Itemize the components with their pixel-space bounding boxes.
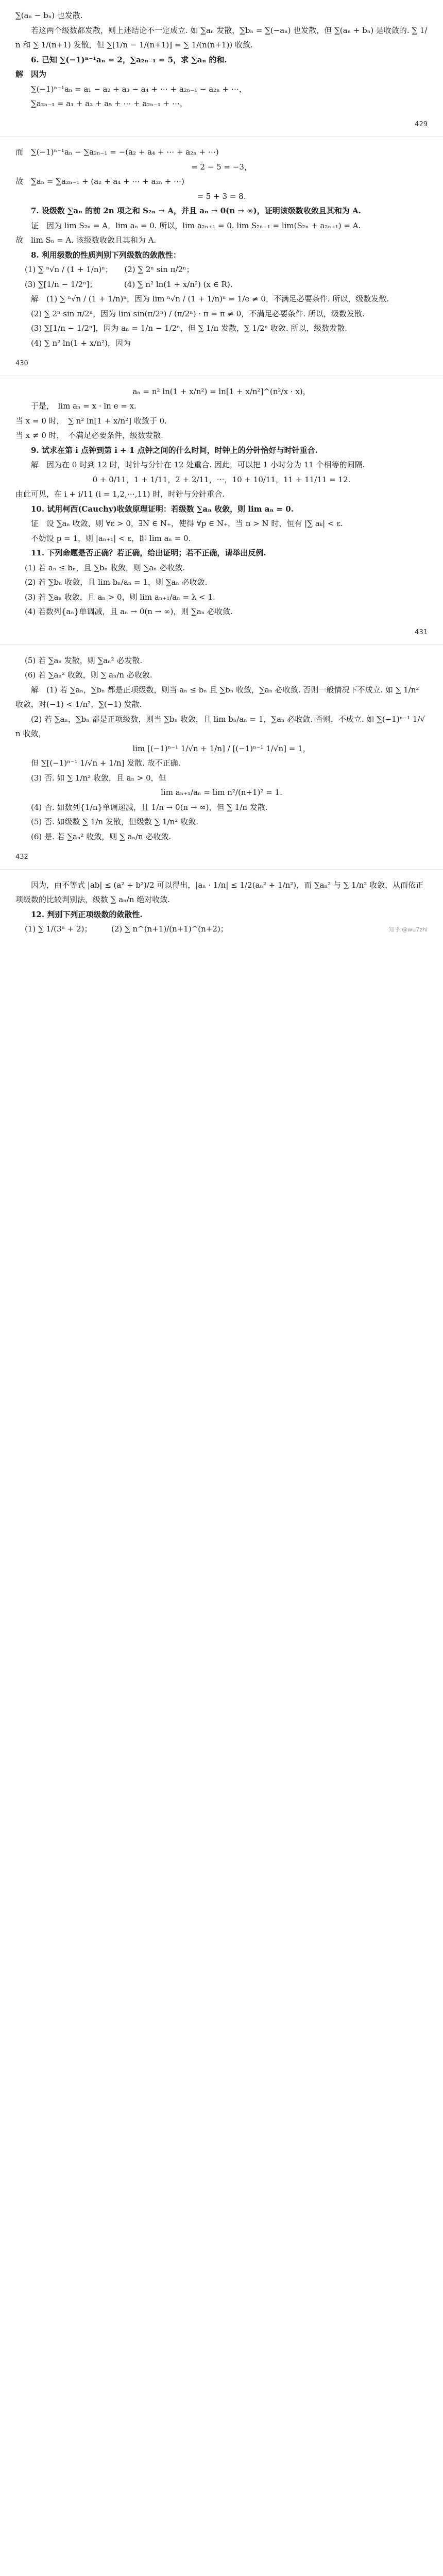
text-line: lim [(−1)ⁿ⁻¹ 1/√n + 1/n] / [(−1)ⁿ⁻¹ 1/√n] = 1， bbox=[132, 743, 311, 753]
text-line: 故 lim Sₙ = A. 该级数收敛且其和为 A. bbox=[15, 235, 157, 245]
text-line: 但 ∑[(−1)ⁿ⁻¹ 1/√n + 1/n] 发散. 故不正确. bbox=[31, 758, 181, 768]
document-page bbox=[0, 376, 443, 645]
page-number: 429 bbox=[415, 120, 428, 128]
text-line: (3) 若 ∑aₙ 收敛，且 aₙ > 0，则 lim aₙ₊₁/aₙ = λ < 1. bbox=[25, 592, 215, 602]
text-line: 解 (1) 若 ∑aₙ，∑bₙ 都是正项级数，则当 aₙ ≤ bₙ 且 ∑bₙ 收敛，∑aₙ 必收敛. 否则一般情况下不成立. 如 ∑ 1/n² 收敛，对(−1) < 1/n²，∑(−1) 发散. bbox=[15, 685, 419, 709]
text-line: 解 (1) ∑ ⁿ√n / (1 + 1/n)ⁿ，因为 lim ⁿ√n / (1 + 1/n)ⁿ = 1/e ≠ 0，不满足必要条件. 所以，级数发散. bbox=[31, 294, 389, 304]
text-line: ∑(aₙ − bₙ) 也发散. bbox=[15, 11, 83, 20]
text-line: (6) 是. 若 ∑aₙ² 收敛，则 ∑ aₙ/n 必收敛. bbox=[31, 832, 172, 841]
text-line: 因为，由不等式 |ab| ≤ (a² + b²)/2 可以得出，|aₙ · 1/n| ≤ 1/2(aₙ² + 1/n²)，而 ∑aₙ² 与 ∑ 1/n² 收敛，从而依正项级数的比较判别法，级数 ∑ aₙ/n 绝对收敛. bbox=[15, 880, 424, 905]
document-page bbox=[0, 137, 443, 376]
text-line: (2) 若 ∑aₙ，∑bₙ 都是正项级数，则当 ∑bₙ 收敛，且 lim bₙ/aₙ = 1，∑aₙ 必收敛. 否则，不成立. 如 ∑(−1)ⁿ⁻¹ 1/√n 收敛， bbox=[15, 714, 425, 739]
text-line: 0 + 0/11，1 + 1/11，2 + 2/11，⋯，10 + 10/11，11 + 11/11 = 12. bbox=[92, 474, 351, 484]
text-line: (3) ∑[1/n − 1/2ⁿ]，因为 aₙ = 1/n − 1/2ⁿ，但 ∑ 1/n 发散，∑ 1/2ⁿ 收敛. 所以，级数发散. bbox=[31, 324, 348, 333]
text-line: ∑a₂ₙ₋₁ = a₁ + a₃ + a₅ + ⋯ + a₂ₙ₋₁ + ⋯， bbox=[31, 99, 188, 108]
text-line: 当 x ≠ 0 时， 不满足必要条件，级数发散. bbox=[15, 431, 163, 440]
text-line: 于是， lim aₙ = x · ln e = x. bbox=[31, 401, 137, 411]
page-number: 432 bbox=[15, 853, 28, 861]
text-line: 9. 试求在第 i 点钟到第 i + 1 点钟之间的什么时间，时钟上的分针恰好与时针重合. bbox=[31, 445, 318, 455]
page-number: 431 bbox=[415, 628, 428, 636]
text-line: aₙ = n² ln(1 + x/n²) = ln[1 + x/n²]^(n²/x · x)， bbox=[132, 386, 311, 396]
text-line: 故 ∑aₙ = ∑a₂ₙ₋₁ + (a₂ + a₄ + ⋯ + a₂ₙ + ⋯) bbox=[15, 177, 184, 187]
text-line: 10. 试用柯西(Cauchy)收敛原理证明：若级数 ∑aₙ 收敛，则 lim aₙ = 0. bbox=[31, 504, 294, 514]
text-line: 8. 利用级数的性质判别下列级数的敛散性： bbox=[31, 250, 181, 260]
text-line: (1) 若 aₙ ≤ bₙ，且 ∑bₙ 收敛，则 ∑aₙ 必收敛. bbox=[25, 563, 185, 572]
text-line: 由此可见，在 i + i/11 (i = 1,2,⋯,11) 时，时针与分针重合. bbox=[15, 489, 225, 499]
text-line: lim aₙ₊₁/aₙ = lim n²/(n+1)² = 1. bbox=[161, 788, 282, 798]
document-page bbox=[0, 645, 443, 870]
text-line: = 2 − 5 = −3， bbox=[191, 162, 252, 172]
watermark-text: 知乎 @wu7zhi bbox=[388, 926, 428, 933]
text-line: (3) ∑[1/n − 1/2ⁿ]； (4) ∑ n² ln(1 + x/n²) (x ∈ R). bbox=[25, 279, 233, 289]
text-line: (2) ∑ 2ⁿ sin π/2ⁿ，因为 lim sin(π/2ⁿ) / (π/2ⁿ) · π = π ≠ 0，不满足必要条件. 所以，级数发散. bbox=[31, 309, 365, 318]
text-line: (5) 若 ∑aₙ 发散，则 ∑aₙ² 必发散. bbox=[25, 655, 143, 665]
text-line: 解 因为 bbox=[15, 70, 47, 79]
text-line: 解 因为在 0 时到 12 时，时针与分针在 12 处重合. 因此，可以把 1 小时分为 11 个相等的间隔. bbox=[31, 460, 365, 470]
text-line: = 5 + 3 = 8. bbox=[197, 191, 246, 201]
text-line: 而 ∑(−1)ⁿ⁻¹aₙ − ∑a₂ₙ₋₁ = −(a₂ + a₄ + ⋯ + a₂ₙ + ⋯) bbox=[15, 147, 219, 157]
text-line: (4) 否. 如数列{1/n}单调递减，且 1/n → 0(n → ∞)，但 ∑ 1/n 发散. bbox=[31, 802, 268, 812]
text-line: (2) 若 ∑bₙ 收敛，且 lim bₙ/aₙ = 1，则 ∑aₙ 必收敛. bbox=[25, 578, 208, 587]
text-line: ∑(−1)ⁿ⁻¹aₙ = a₁ − a₂ + a₃ − a₄ + ⋯ + a₂ₙ₋₁ − a₂ₙ + ⋯， bbox=[31, 84, 247, 94]
text-line: (1) ∑ 1/(3ⁿ + 2)； (2) ∑ n^(n+1)/(n+1)^(n+2)； bbox=[25, 924, 228, 934]
text-line: (3) 否. 如 ∑ 1/n² 收敛，且 aₙ > 0，但 bbox=[31, 773, 166, 783]
page-number: 430 bbox=[15, 360, 28, 368]
text-line: (4) ∑ n² ln(1 + x/n²)，因为 bbox=[31, 338, 131, 348]
text-line: 6. 已知 ∑(−1)ⁿ⁻¹aₙ = 2，∑a₂ₙ₋₁ = 5，求 ∑aₙ 的和. bbox=[31, 55, 227, 64]
document-page bbox=[0, 870, 443, 942]
text-line: 不妨设 p = 1，则 |aₙ₊₁| < ε，即 lim aₙ = 0. bbox=[31, 533, 191, 543]
text-line: (6) 若 ∑aₙ² 收敛，则 ∑ aₙ/n 必收敛. bbox=[25, 670, 152, 680]
textbook-document bbox=[0, 0, 443, 942]
text-line: 当 x = 0 时， ∑ n² ln[1 + x/n²] 收敛于 0. bbox=[15, 416, 167, 426]
text-line: 11. 下列命题是否正确？若正确，给出证明；若不正确，请举出反例. bbox=[31, 548, 266, 558]
text-line: (1) ∑ ⁿ√n / (1 + 1/n)ⁿ； (2) ∑ 2ⁿ sin π/2ⁿ； bbox=[25, 265, 194, 275]
text-line: (4) 若数列{aₙ}单调减，且 aₙ → 0(n → ∞)，则 ∑aₙ 必收敛. bbox=[25, 607, 233, 617]
text-line: (5) 否. 如级数 ∑ 1/n 发散，但级数 ∑ 1/n² 收敛. bbox=[31, 817, 198, 827]
text-line: 证 设 ∑aₙ 收敛，则 ∀ε > 0，∃N ∈ N₊，使得 ∀p ∈ N₊，当 n > N 时，恒有 |∑ aₖ| < ε. bbox=[31, 519, 343, 529]
text-line: 若这两个级数都发散，则上述结论不一定成立. 如 ∑aₙ 发散，∑bₙ = ∑(−aₙ) 也发散，但 ∑(aₙ + bₙ) 是收敛的. ∑ 1/n 和 ∑ 1/(n+1) 发散，但 ∑[1/n − 1/(n+1)] = ∑ 1/(n(n+1)) 收敛. bbox=[15, 25, 428, 49]
document-page bbox=[0, 0, 443, 137]
text-line: 7. 设级数 ∑aₙ 的前 2n 项之和 S₂ₙ → A，并且 aₙ → 0(n → ∞)，证明该级数收敛且其和为 A. bbox=[31, 206, 361, 216]
text-line: 证 因为 lim S₂ₙ = A，lim aₙ = 0. 所以，lim a₂ₙ₊₁ = 0. lim S₂ₙ₊₁ = lim(S₂ₙ + a₂ₙ₊₁) = A. bbox=[31, 221, 361, 230]
text-line: 12. 判别下列正项级数的敛散性. bbox=[31, 909, 143, 919]
